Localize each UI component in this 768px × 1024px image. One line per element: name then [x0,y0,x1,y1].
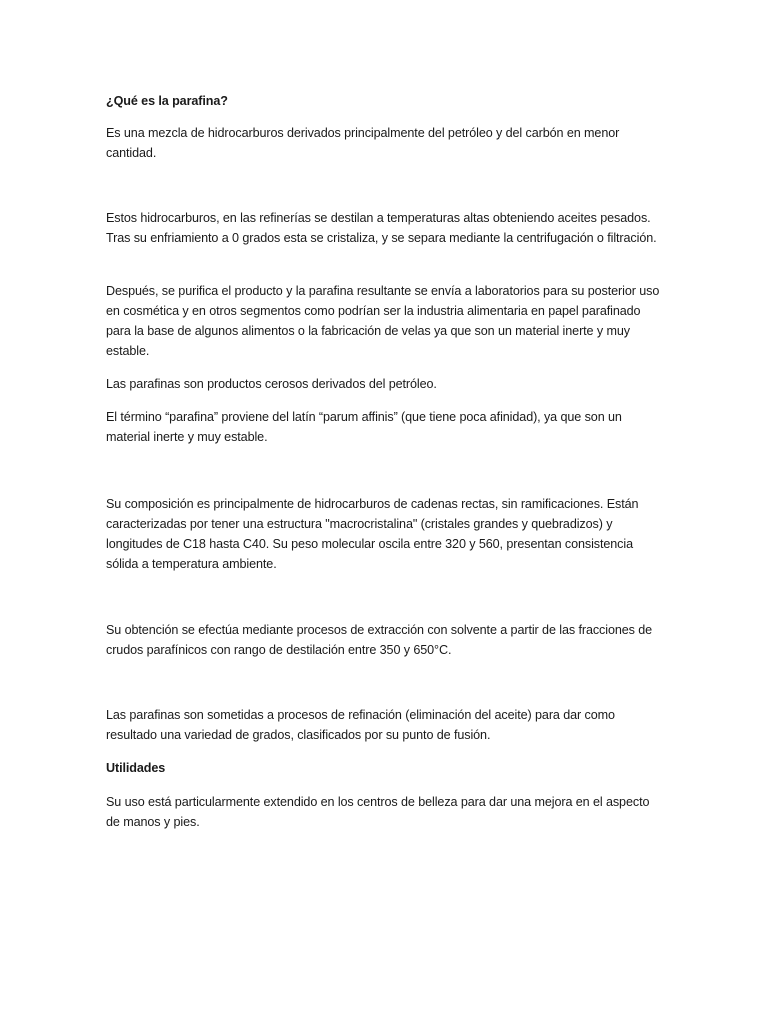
paragraph-obtention: Su obtención se efectúa mediante procesos de extracción con solvente a partir de las fracciones de crudos parafínicos con rango de destilación entre 350 y 650°C. [106,623,653,657]
section-heading-utilidades: Utilidades [106,761,166,775]
paragraph-etymology: El término “parafina” proviene del latín “parum affinis” (que tiene poca afinidad), ya que son un material inerte y muy estable. [106,410,622,444]
paragraph-refining: Estos hidrocarburos, en las refinerías se destilan a temperaturas altas obteniendo aceites pesados. Tras su enfriamiento a 0 grados esta se cristaliza, y se separa mediante la centrifugación o filtración. [106,211,657,245]
paragraph-composition: Su composición es principalmente de hidrocarburos de cadenas rectas, sin ramificaciones. Están caracterizadas por tener una estructura "macrocristalina" (cristales grandes y quebradizos) y longitudes de C18 hasta C40. Su peso molecular oscila entre 320 y 560, presentan consistencia sólida a temperatura ambiente. [106,497,639,571]
paragraph-waxy-products: Las parafinas son productos cerosos derivados del petróleo. [106,377,437,391]
paragraph-definition: Es una mezcla de hidrocarburos derivados principalmente del petróleo y del carbón en menor cantidad. [106,126,620,160]
paragraph-refination: Las parafinas son sometidas a procesos de refinación (eliminación del aceite) para dar como resultado una variedad de grados, clasificados por su punto de fusión. [106,708,615,742]
paragraph-uses: Su uso está particularmente extendido en los centros de belleza para dar una mejora en el aspecto de manos y pies. [106,795,650,829]
paragraph-purification: Después, se purifica el producto y la parafina resultante se envía a laboratorios para su posterior uso en cosmética y en otros segmentos como podrían ser la industria alimentaria en papel parafinado para la base de algunos alimentos o la fabricación de velas ya que son un material inerte y muy estable. [106,284,660,358]
document-title: ¿Qué es la parafina? [106,94,228,108]
